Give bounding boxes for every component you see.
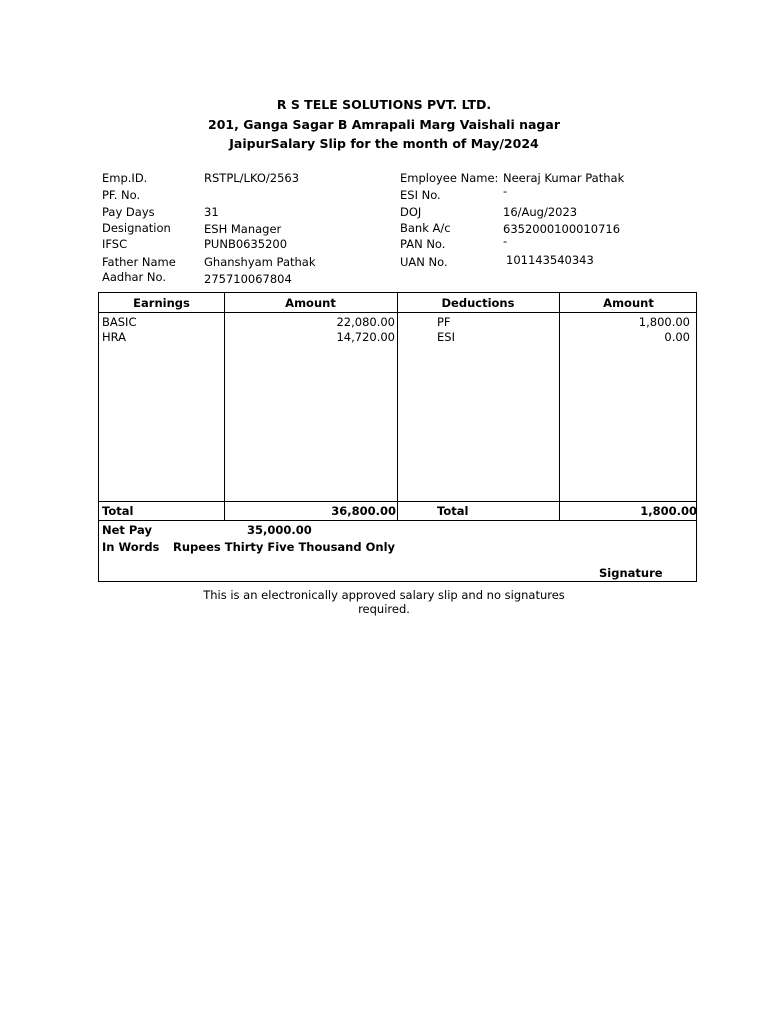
- deduction-amount: 1,800.00: [638, 315, 690, 329]
- designation-label: Designation: [102, 221, 171, 235]
- total-deductions-label: Total: [437, 504, 469, 518]
- company-address: 201, Ganga Sagar B Amrapali Marg Vaishali nagar: [208, 117, 560, 132]
- esi-no-value: -: [503, 184, 508, 198]
- ifsc-label: IFSC: [102, 237, 128, 251]
- summary-divider: [99, 520, 696, 521]
- total-divider: [99, 501, 696, 502]
- ifsc-value: PUNB0635200: [204, 237, 288, 251]
- footer-note: [0, 588, 768, 616]
- earning-amount: 22,080.00: [336, 315, 395, 329]
- uan-no-value: 101143540343: [506, 253, 594, 267]
- earnings-amount-header: Amount: [285, 296, 336, 310]
- esi-no-label: ESI No.: [400, 188, 441, 202]
- pan-no-label: PAN No.: [400, 237, 446, 251]
- aadhar-label: Aadhar No.: [102, 270, 167, 284]
- doj-label: DOJ: [400, 205, 422, 219]
- total-earnings-value: 36,800.00: [331, 504, 396, 518]
- deduction-name: ESI: [437, 330, 455, 344]
- total-deductions-value: 1,800.00: [640, 504, 697, 518]
- emp-id-value: RSTPL/LKO/2563: [204, 171, 300, 185]
- earning-name: HRA: [102, 330, 127, 344]
- in-words-label: In Words: [102, 540, 160, 554]
- earnings-header: Earnings: [133, 296, 190, 310]
- bank-ac-value: 6352000100010716: [503, 222, 621, 236]
- employee-name-label: Employee Name:: [400, 171, 499, 185]
- designation-value: ESH Manager: [204, 222, 282, 236]
- signature-label: Signature: [599, 566, 663, 580]
- header-divider: [99, 312, 696, 313]
- company-name: R S TELE SOLUTIONS PVT. LTD.: [276, 97, 492, 112]
- aadhar-value: 275710067804: [204, 272, 292, 286]
- emp-id-label: Emp.ID.: [102, 171, 148, 185]
- deductions-header: Deductions: [441, 296, 515, 310]
- uan-no-label: UAN No.: [400, 255, 448, 269]
- slip-title: JaipurSalary Slip for the month of May/2024: [229, 136, 539, 151]
- earning-name: BASIC: [102, 315, 137, 329]
- net-pay-label: Net Pay: [102, 523, 152, 537]
- pan-no-value: -: [503, 234, 508, 248]
- employee-name-value: Neeraj Kumar Pathak: [503, 171, 625, 185]
- deduction-name: PF: [437, 315, 451, 329]
- footer-line: required.: [358, 602, 410, 616]
- pay-days-value: 31: [204, 205, 219, 219]
- earning-amount: 14,720.00: [336, 330, 395, 344]
- bank-ac-label: Bank A/c: [400, 221, 451, 235]
- total-earnings-label: Total: [102, 504, 134, 518]
- deduction-amount: 0.00: [664, 330, 690, 344]
- in-words-value: Rupees Thirty Five Thousand Only: [173, 540, 396, 554]
- footer-line: This is an electronically approved salary slip and no signatures: [203, 588, 565, 602]
- father-name-value: Ghanshyam Pathak: [204, 255, 316, 269]
- column-divider: [397, 293, 398, 521]
- pay-days-label: Pay Days: [102, 205, 155, 219]
- doj-value: 16/Aug/2023: [503, 205, 578, 219]
- pf-no-label: PF. No.: [102, 188, 141, 202]
- salary-table: [98, 292, 697, 582]
- net-pay-value: 35,000.00: [247, 523, 312, 537]
- father-name-label: Father Name: [102, 255, 176, 269]
- deductions-amount-header: Amount: [603, 296, 654, 310]
